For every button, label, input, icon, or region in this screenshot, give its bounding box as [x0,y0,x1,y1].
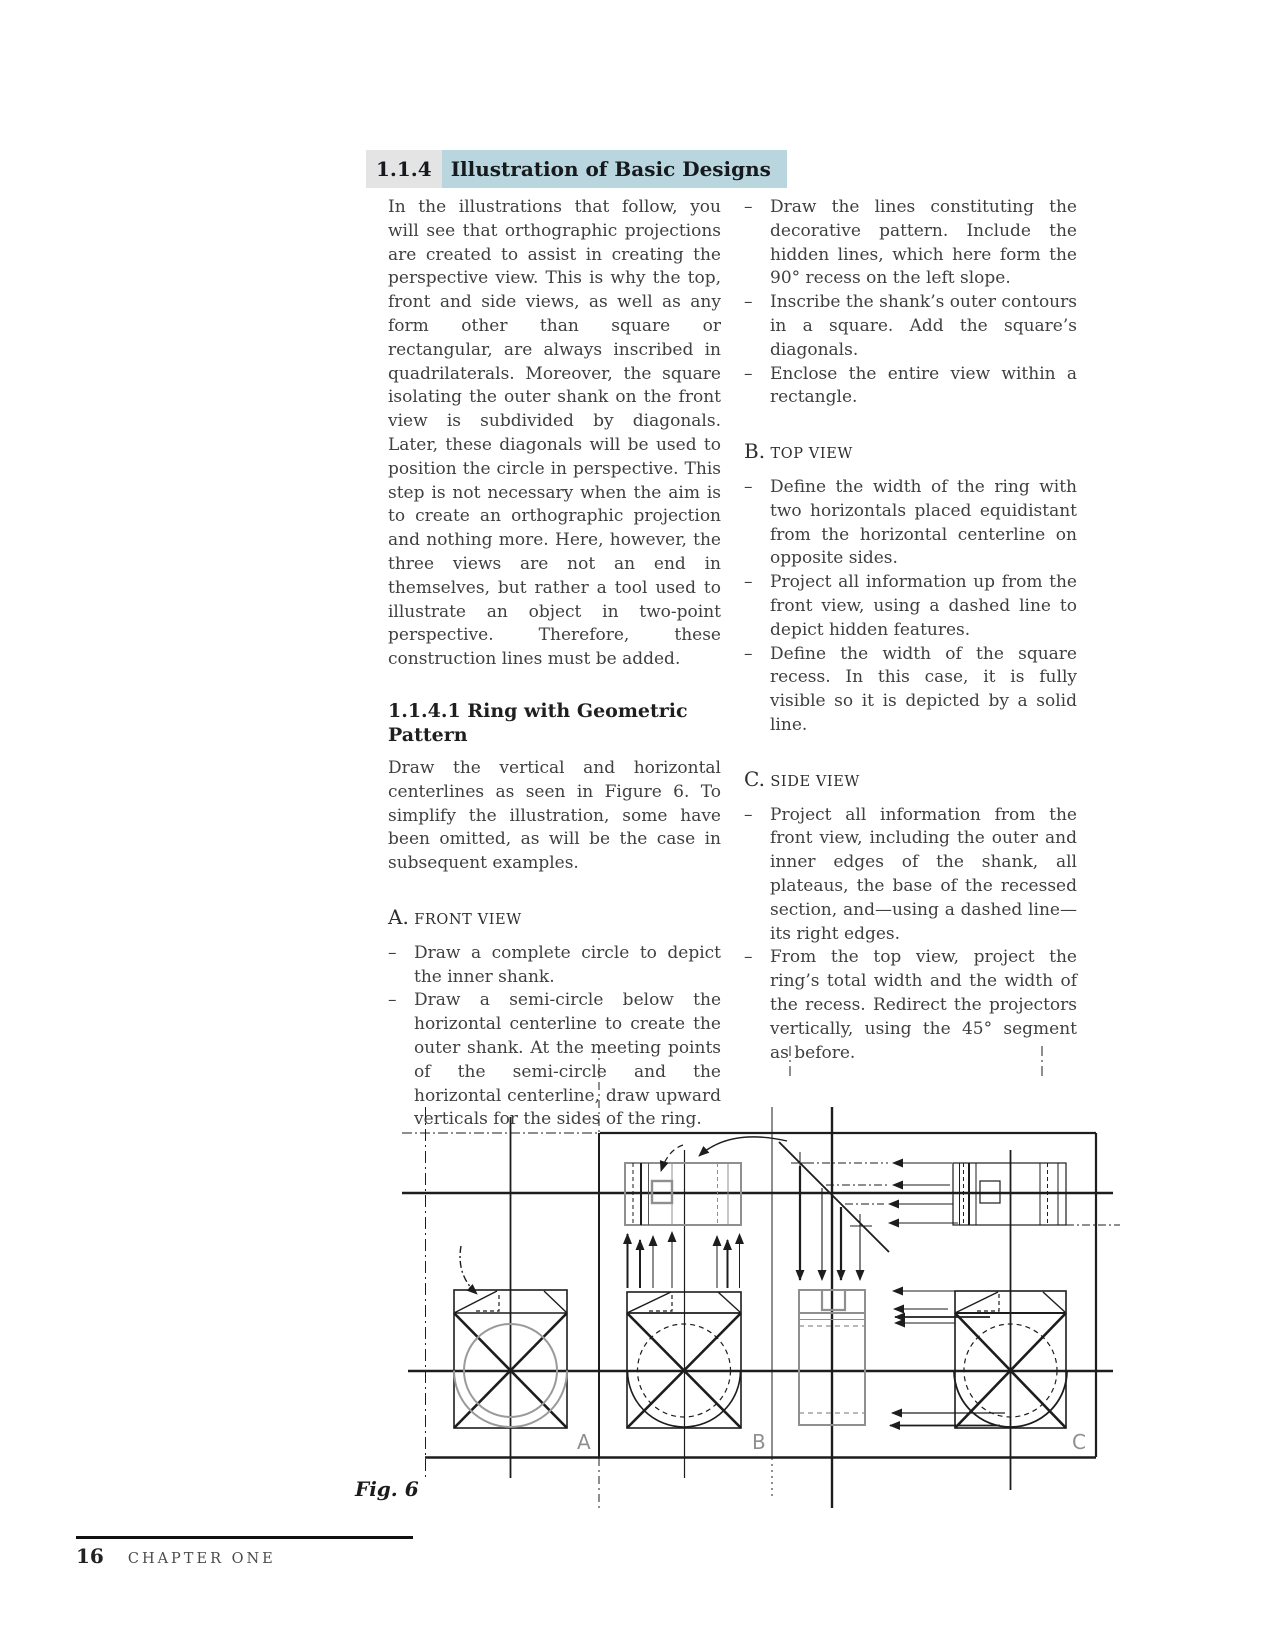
bullet-text: Define the width of the ring with two horizontals placed equidistant from the horizontal centerline on opposite sides. [770,476,1077,569]
section-label-front-view [388,906,721,933]
section-title: TOP VIEW [770,446,853,463]
bullet-marker: – [744,804,753,825]
curved-callout-arrows [661,1137,787,1171]
bullet-marker: – [744,947,753,968]
section-letter: B. [744,439,766,464]
bullet-marker: – [744,292,753,313]
projection-arrows-down [800,1166,860,1280]
section-heading-title: Illustration of Basic Designs [442,150,787,188]
figure-label-a: A [577,1430,591,1454]
intro-paragraph: In the illustrations that follow, you will see that orthographic projections are created to assist in creating the perspective view. This is why the top, front and side views, as well as any form other than square or rectangular, are always inscribed in quadrilaterals. Moreover, the square isolating the outer shank on the front view is subdivided by diagonals. Later, these diagonals will be used to position the circle in perspective. This step is not necessary when the aim is to create an orthographic projection and nothing more. Here, however, the three views are not an end in themselves, but rather a tool used to illustrate an object in two-point perspective. Therefore, these construction lines must be added. [388,197,721,670]
section-title: SIDE VIEW [770,773,860,790]
bullet-marker: – [744,476,753,497]
bullet-marker: – [744,572,753,593]
section-letter: C. [744,766,765,791]
right-column [744,196,1077,1065]
section-title: FRONT VIEW [414,911,522,928]
bullet-text: Inscribe the shank’s outer contours in a square. Add the square’s diagonals. [770,292,1077,360]
figure-6 [340,1035,1120,1510]
bullet-text: Draw the lines constituting the decorative pattern. Include the hidden lines, which here form the 90° recess on the left slope. [770,197,1077,289]
bullet-marker: – [388,942,397,963]
diagonal-45-segment [779,1142,889,1252]
section-letter: A. [388,904,409,929]
left-column [388,196,721,1132]
section-label-top-view [744,440,1077,467]
bullet-text: Draw a semi-circle below the horizontal centerline to create the outer shank. At the meeting points of the semi-circle and the horizontal centerline, draw upward verticals for the sides of the ring. [414,990,721,1130]
bullet-text: Draw a complete circle to depict the inner shank. [414,942,721,987]
bullet-item [388,942,721,990]
section-label-side-view [744,768,1077,795]
bullet-marker: – [744,363,753,384]
bullet-marker: – [744,197,753,217]
bullet-text: Project all information up from the front view, using a dashed line to depict hidden features. [770,572,1077,640]
bullet-marker: – [744,643,753,664]
pointer-arrow-a [460,1246,477,1294]
projection-arrows-up [628,1232,740,1288]
bullet-item [744,476,1077,571]
figure-label-c: C [1072,1430,1086,1454]
bullet-item [744,643,1077,738]
section-heading-number: 1.1.4 [366,150,442,188]
subsection-intro-paragraph: Draw the vertical and horizontal centerlines as seen in Figure 6. To simplify the illustration, some have been omitted, as will be the case in subsequent examples. [388,757,721,874]
bullet-marker: – [388,990,397,1011]
bullet-item [744,804,1077,947]
top-view-bullet-list [744,476,1077,738]
side-view-bullet-list [744,804,1077,1066]
footer-rule [76,1536,413,1539]
section-heading [366,150,787,188]
figure-label-b: B [752,1430,766,1454]
figure-caption: Fig. 6 [355,1477,419,1501]
bullet-item [744,571,1077,642]
page-number: 16 [76,1544,104,1568]
bullet-text: Enclose the entire view within a rectangle. [770,363,1077,408]
bullet-text: From the top view, project the ring’s total width and the width of the recess. Redirect the projectors vertically, using the 45° segment as before. [770,947,1077,1063]
bullet-text: Define the width of the square recess. In this case, it is fully visible so it is depicted by a solid line. [770,643,1077,735]
footer [76,1544,276,1568]
chapter-title: CHAPTER ONE [127,1551,276,1567]
subsection-title: 1.1.4.1 Ring with Geometric Pattern [388,699,688,746]
bullet-item [744,291,1077,362]
bullet-item [744,363,1077,411]
bullet-item [744,196,1077,291]
front-view-bullet-list-continued [744,196,1077,410]
bullet-text: Project all information from the front view, including the outer and inner edges of the shank, all plateaus, the base of the recessed section, and—using a dashed line—its right edges. [770,804,1077,944]
